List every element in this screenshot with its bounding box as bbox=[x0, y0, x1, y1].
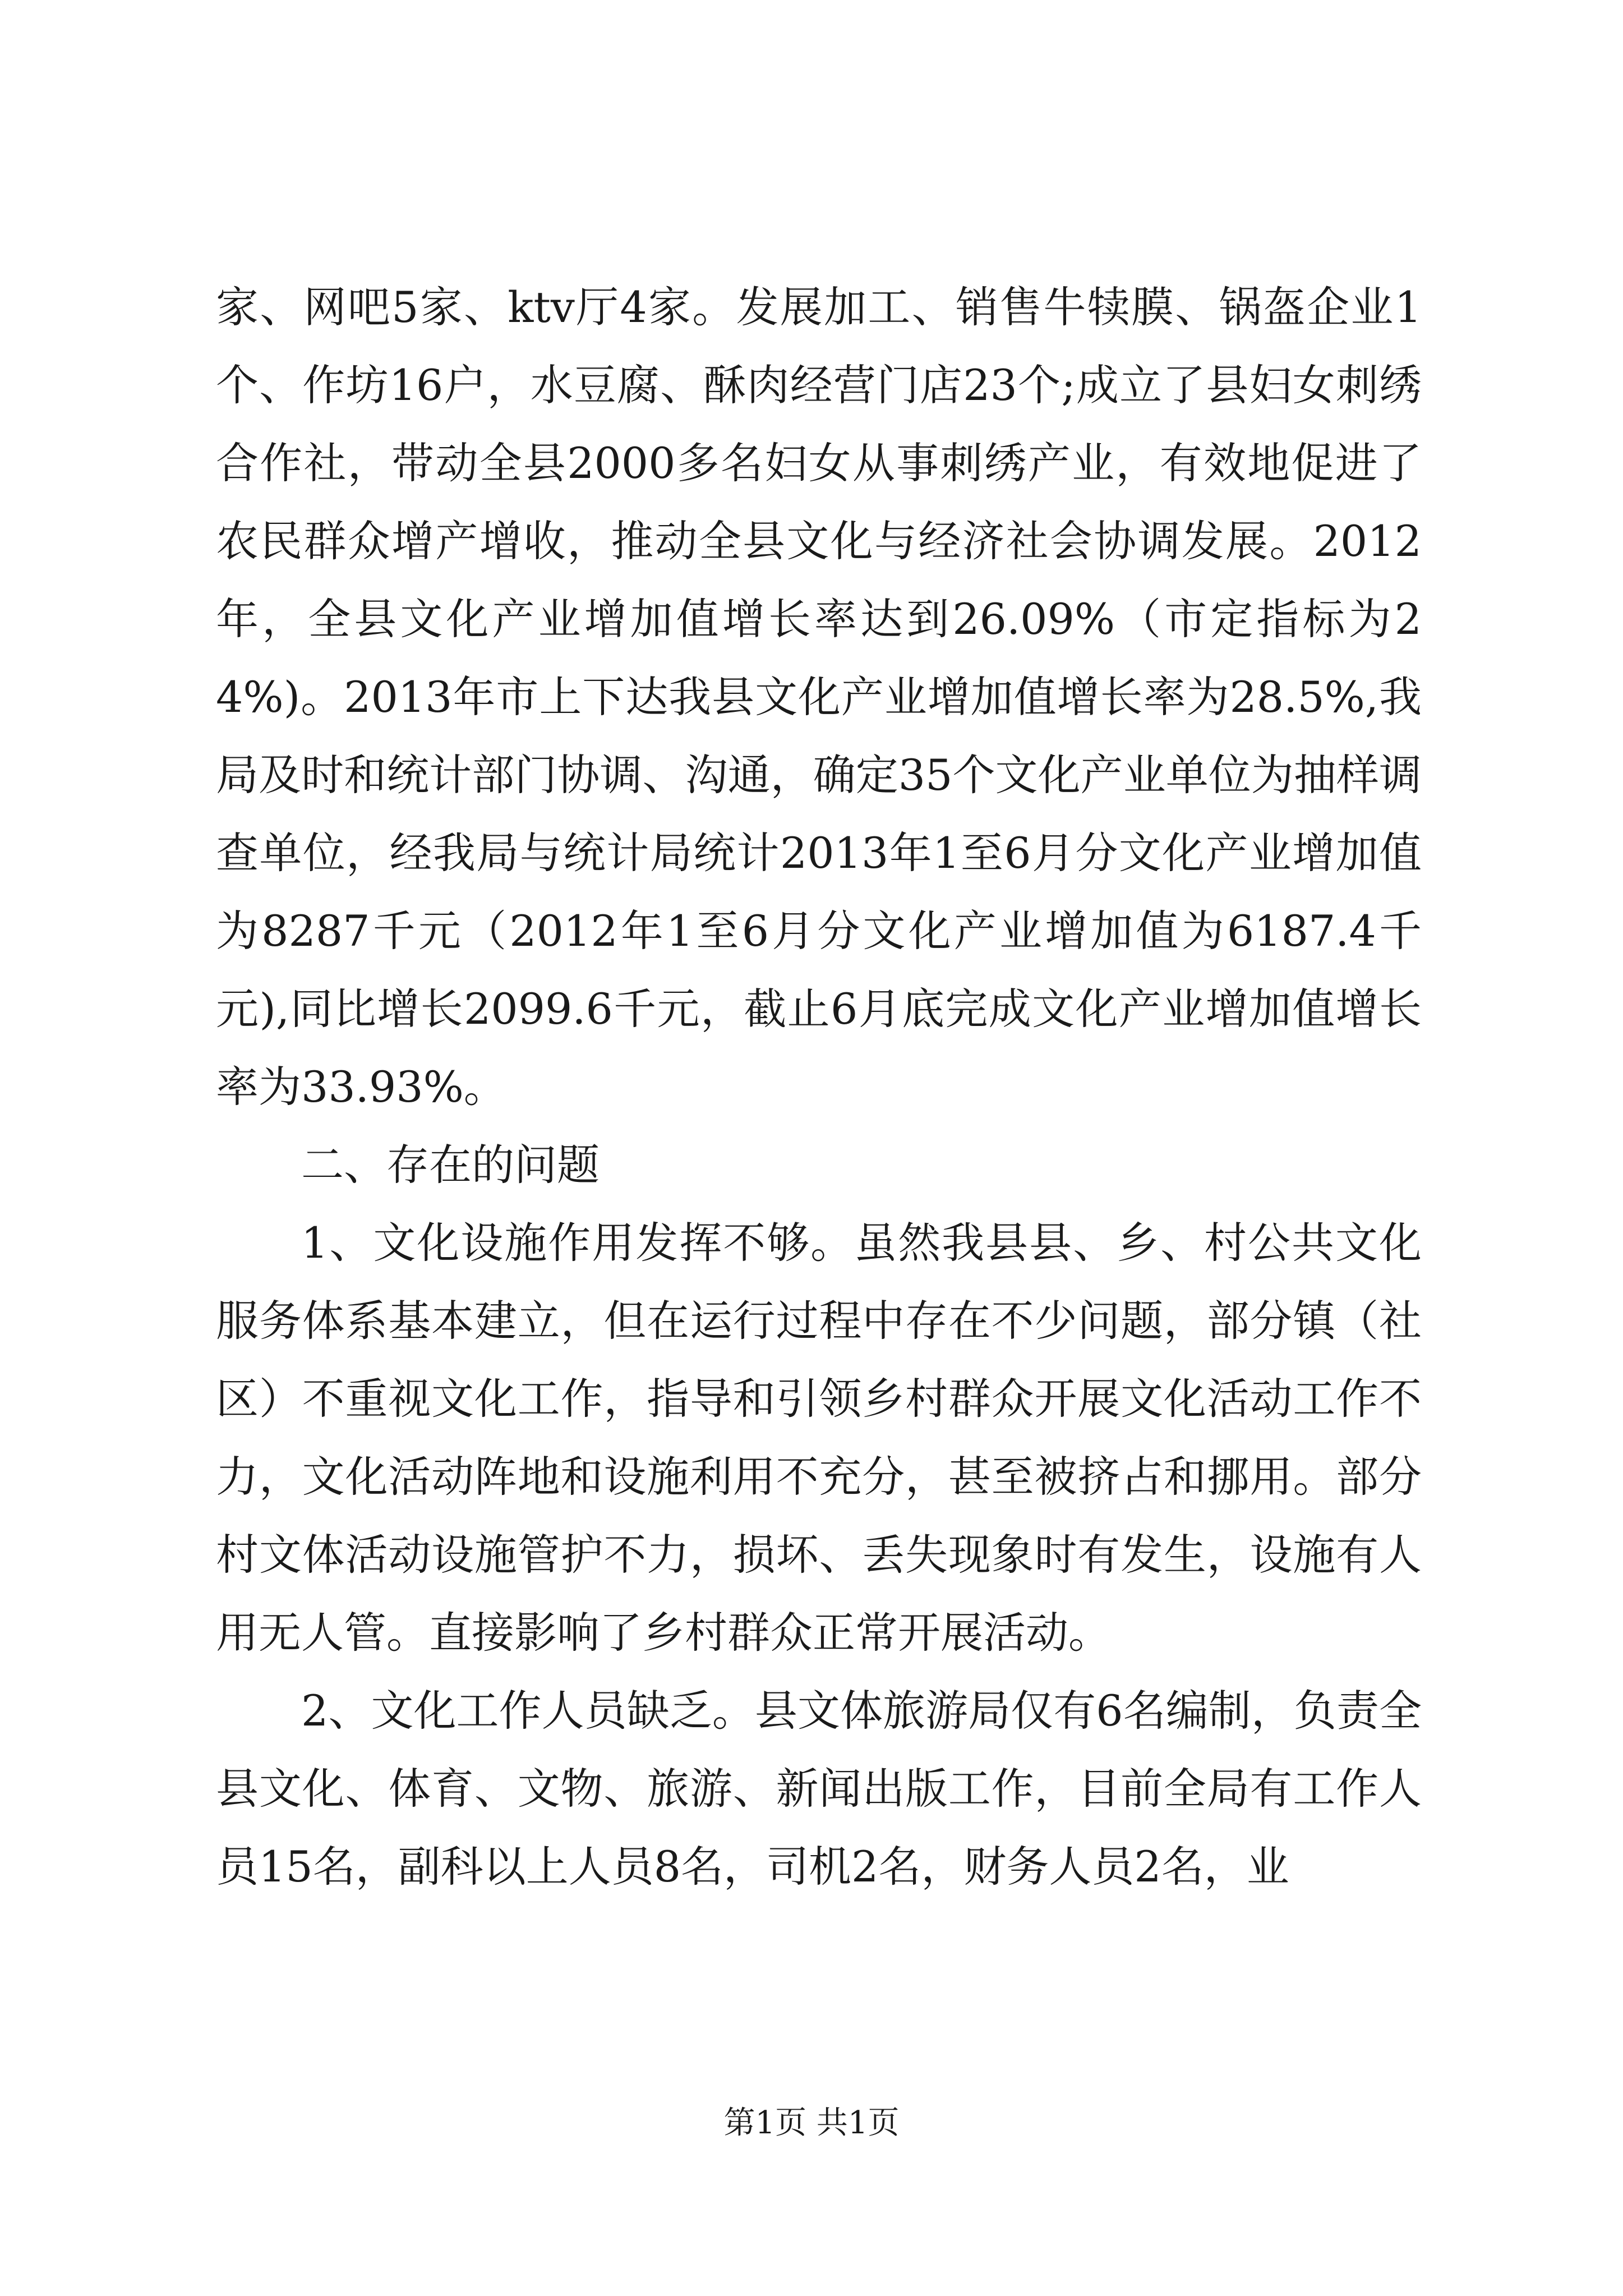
page-footer: 第1页 共1页 bbox=[723, 2105, 900, 2141]
document-body bbox=[216, 268, 1422, 1906]
paragraph-problem-2: 2、文化工作人员缺乏。县文体旅游局仅有6名编制，负责全县文化、体育、文物、旅游、新闻出版工作，目前全局有工作人员15名，副科以上人员8名，司机2名，财务人员2名，业 bbox=[216, 1686, 1422, 1892]
paragraph-problem-1: 1、文化设施作用发挥不够。虽然我县县、乡、村公共文化服务体系基本建立，但在运行过程中存在不少问题，部分镇（社区）不重视文化工作，指导和引领乡村群众开展文化活动工作不力，文化活动阵地和设施利用不充分，甚至被挤占和挪用。部分村文体活动设施管护不力，损坏、丢失现象时有发生，设施有人用无人管。直接影响了乡村群众正常开展活动。 bbox=[216, 1218, 1422, 1658]
section-heading-problems: 二、存在的问题 bbox=[301, 1140, 600, 1190]
paragraph-continuation: 家、网吧5家、ktv厅4家。发展加工、销售牛犊膜、锅盔企业1个、作坊16户，水豆腐、酥肉经营门店23个;成立了县妇女刺绣合作社，带动全县2000多名妇女从事刺绣产业，有效地促进了农民群众增产增收，推动全县文化与经济社会协调发展。2012年，全县文化产业增加值增长率达到26.09%（市定指标为24%)。2013年市上下达我县文化产业增加值增长率为28.5%,我局及时和统计部门协调、沟通，确定35个文化产业单位为抽样调查单位，经我局与统计局统计2013年1至6月分文化产业增加值为8287千元（2012年1至6月分文化产业增加值为6187.4千元),同比增长2099.6千元，截止6月底完成文化产业增加值增长率为33.93%。 bbox=[216, 282, 1422, 1112]
